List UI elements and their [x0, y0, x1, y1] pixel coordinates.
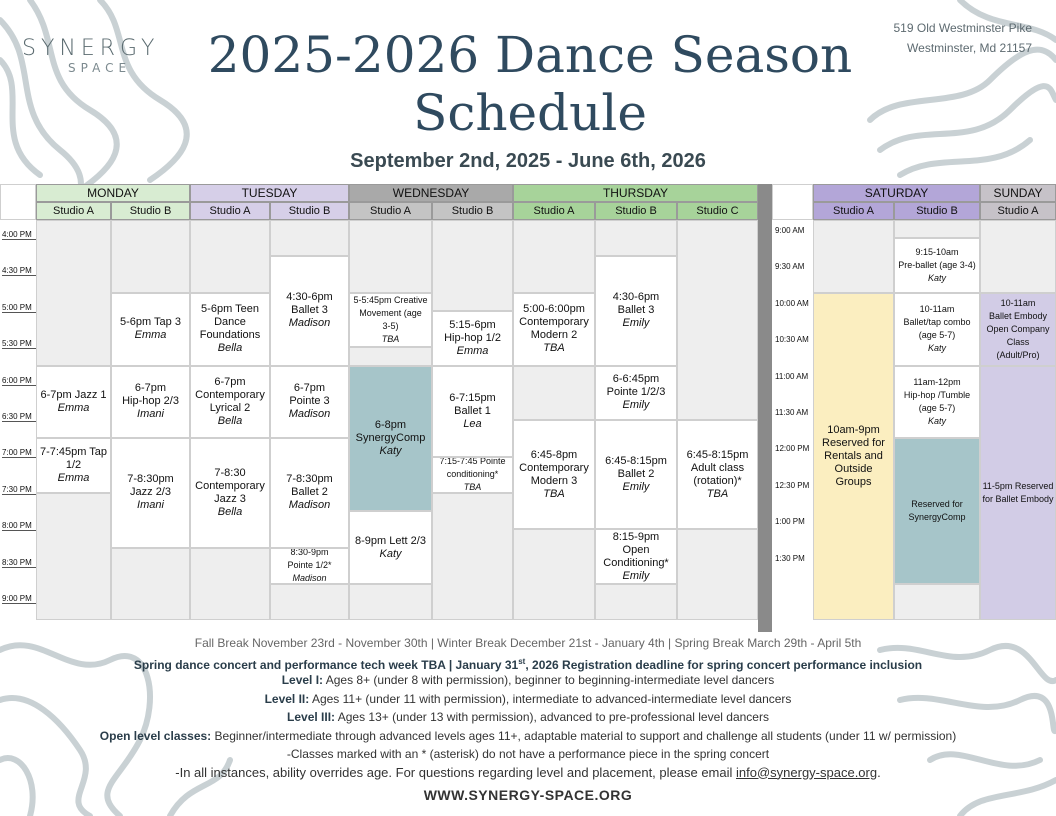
- class-text: Modern 3: [530, 474, 578, 487]
- class-text: Class: [1006, 336, 1030, 347]
- website[interactable]: WWW.SYNERGY-SPACE.ORG: [423, 787, 633, 803]
- concert-sup: st: [518, 656, 526, 666]
- class-text: SynergyComp: [355, 431, 426, 444]
- concert-text: Spring dance concert and performance tech week TBA | January 31: [133, 657, 519, 672]
- class-text: 8-9pm Lett 2/3: [355, 534, 426, 547]
- class-block: [190, 438, 270, 547]
- time-label: 9:30 AM: [775, 262, 805, 272]
- class-text: 11am-12pm: [913, 376, 961, 387]
- studio-header-ma: [36, 202, 111, 220]
- studio-header-wb: [432, 202, 513, 220]
- class-text: Ballet 3: [291, 304, 328, 317]
- instructor-name: Madison: [288, 317, 331, 330]
- contact-line: [0, 764, 1056, 783]
- instructor-name: Emily: [622, 481, 650, 494]
- level2-line: [0, 690, 1056, 709]
- class-text: (Adult/Pro): [996, 349, 1040, 360]
- class-text: 10-11am: [1000, 297, 1036, 308]
- class-text: Studio B: [129, 204, 172, 217]
- class-text: (age 5-7): [918, 402, 956, 413]
- asterisk-note: -Classes marked with an * (asterisk) do not have a performance piece in the spring concert: [286, 747, 770, 761]
- class-text: 5:00-6:00pm: [523, 303, 585, 316]
- level2-label: Level II:: [264, 691, 310, 706]
- class-block: [894, 366, 980, 439]
- class-text: 5:15-6pm: [449, 318, 496, 331]
- class-text: 7:15-7:45 Pointe: [439, 456, 506, 467]
- studio-header-hc: [677, 202, 758, 220]
- class-block: [270, 366, 349, 439]
- time-label: 8:00 PM: [2, 521, 36, 531]
- class-text: (age 5-7): [918, 330, 956, 341]
- studio-header-mb: [111, 202, 190, 220]
- class-text: Ballet 2: [617, 468, 655, 481]
- instructor-name: Imani: [137, 408, 164, 421]
- title-line2: Schedule: [413, 84, 647, 142]
- class-block: [270, 548, 349, 584]
- class-text: Ballet 1: [454, 404, 491, 417]
- class-text: Pointe 3: [289, 395, 330, 408]
- class-block: [432, 457, 513, 493]
- class-text: Studio A: [370, 204, 411, 217]
- time-label: 10:00 AM: [775, 298, 809, 308]
- instructor-name: Madison: [288, 499, 331, 512]
- class-text: Contemporary: [195, 388, 265, 401]
- class-text: Foundations: [199, 329, 261, 342]
- open-level-text: Beginner/intermediate through advanced levels ages 11+, adaptable material to support and challenge all students (under 11 w/ permission): [211, 728, 957, 743]
- class-block: [813, 293, 894, 621]
- empty-slot: [980, 220, 1056, 293]
- address-line2: Westminster, Md 21157: [907, 41, 1032, 55]
- logo-text-top: SYNERGY: [22, 36, 160, 61]
- empty-slot: [894, 220, 980, 238]
- class-text: Pointe 1/2*: [287, 560, 332, 571]
- class-text: Studio A: [533, 204, 575, 217]
- level2-text: Ages 11+ (under 11 with permission), intermediate to advanced-intermediate level dancers: [309, 691, 792, 706]
- level1-line: [0, 671, 1056, 690]
- class-text: 7-8:30pm: [286, 473, 333, 486]
- time-label: 4:30 PM: [2, 266, 36, 276]
- class-text: Hip-hop 1/2: [444, 331, 501, 344]
- day-tuesday: [190, 184, 349, 202]
- time-label: 4:00 PM: [2, 230, 36, 240]
- instructor-name: Emma: [57, 401, 90, 414]
- level1-text: Ages 8+ (under 8 with permission), beginner to beginning-intermediate level dancers: [323, 673, 775, 687]
- time-label: 6:00 PM: [2, 376, 36, 386]
- class-text: (rotation)*: [693, 474, 742, 487]
- class-block: [595, 529, 677, 584]
- class-text: Ballet 3: [617, 304, 655, 317]
- empty-slot: [677, 220, 758, 420]
- class-text: Ballet 2: [291, 486, 328, 499]
- class-block: [111, 366, 190, 439]
- class-text: 5-6pm Teen: [201, 303, 259, 316]
- class-text: Open Company: [986, 323, 1050, 334]
- open-level-line: [0, 727, 1056, 746]
- time-label: 11:30 AM: [775, 408, 809, 417]
- footer: [0, 634, 1056, 805]
- address-line1: 519 Old Westminster Pike: [893, 21, 1032, 35]
- empty-slot: [677, 529, 758, 620]
- class-block: [349, 366, 432, 512]
- studio-header-sb: [894, 202, 980, 220]
- time-label: 7:00 PM: [2, 448, 36, 458]
- class-text: SATURDAY: [864, 185, 929, 200]
- time-label: 6:30 PM: [2, 412, 36, 422]
- class-text: 6:45-8pm: [530, 448, 578, 461]
- class-text: Jazz 2/3: [130, 486, 171, 499]
- contact-text: -In all instances, ability overrides age. For questions regarding level and placement, please email: [175, 764, 736, 780]
- concert-text-end: , 2026 Registration deadline for spring concert performance inclusion: [525, 657, 923, 672]
- class-text: Studio B: [288, 204, 331, 217]
- time-label: 12:30 PM: [775, 480, 810, 490]
- time-label: 9:00 PM: [2, 594, 36, 604]
- schedule-grid: [0, 184, 1056, 632]
- class-text: Outside: [834, 463, 873, 476]
- instructor-name: Emily: [622, 399, 650, 412]
- class-text: 8:15-9pm: [612, 530, 660, 543]
- empty-slot: [432, 493, 513, 620]
- class-block: [36, 438, 111, 493]
- class-block: [270, 256, 349, 365]
- empty-slot: [190, 548, 270, 621]
- empty-slot: [513, 529, 595, 620]
- class-block: [432, 366, 513, 457]
- class-text: 10am-9pm: [827, 424, 880, 437]
- empty-slot: [349, 584, 432, 620]
- level3-line: [0, 708, 1056, 727]
- class-text: 6-7pm: [214, 375, 246, 388]
- instructor-name: Emma: [57, 472, 90, 485]
- class-text: Hip-hop 2/3: [122, 395, 179, 408]
- empty-slot: [270, 220, 349, 256]
- class-text: Ballet/tap combo: [903, 317, 971, 328]
- class-text: 11-5pm Reserved: [982, 480, 1054, 491]
- studio-header-tb: [270, 202, 349, 220]
- class-text: Lyrical 2: [209, 401, 251, 414]
- logo-text-bottom: SPACE: [68, 61, 132, 75]
- empty-slot: [190, 220, 270, 293]
- empty-slot: [111, 220, 190, 293]
- class-text: Hip-hop /Tumble: [903, 389, 971, 400]
- class-text: Open: [622, 543, 650, 556]
- class-text: 4:30-6pm: [286, 291, 333, 304]
- class-block: [595, 420, 677, 529]
- studio-header-ta: [190, 202, 270, 220]
- class-block: [190, 366, 270, 439]
- class-text: SynergyComp: [908, 512, 966, 523]
- level1-label: Level I:: [281, 673, 324, 687]
- season-dates: September 2nd, 2025 - June 6th, 2026: [350, 150, 706, 172]
- time-label: 11:00 AM: [775, 371, 809, 381]
- concert-line: [0, 653, 1056, 672]
- class-block: [432, 311, 513, 366]
- class-text: 4:30-6pm: [612, 291, 660, 304]
- class-text: 6-7pm: [293, 382, 326, 395]
- class-block: [595, 256, 677, 365]
- instructor-name: TBA: [543, 342, 565, 355]
- class-text: 5-5:45pm Creative: [353, 295, 428, 306]
- class-text: Reserved for: [822, 437, 885, 450]
- empty-slot: [595, 584, 677, 620]
- class-block: [111, 293, 190, 366]
- instructor-name: TBA: [463, 482, 482, 493]
- class-text: Conditioning*: [603, 556, 669, 569]
- empty-slot: [513, 220, 595, 293]
- instructor-name: Katy: [927, 272, 946, 283]
- studio-header-hb: [595, 202, 677, 220]
- time-label: 9:00 AM: [775, 226, 805, 235]
- instructor-name: TBA: [706, 487, 729, 500]
- class-text: 5-6pm Tap 3: [120, 316, 181, 329]
- day-wednesday: [349, 184, 513, 202]
- studio-header-sa: [813, 202, 894, 220]
- class-text: Studio B: [451, 204, 494, 217]
- time-label: 10:30 AM: [775, 335, 809, 345]
- class-text: TUESDAY: [241, 185, 298, 200]
- class-text: Studio A: [209, 204, 251, 217]
- class-block: [513, 293, 595, 366]
- class-block: [980, 293, 1056, 366]
- header-blank-left: [0, 184, 36, 220]
- empty-slot: [813, 220, 894, 293]
- title-line1: 2025-2026 Dance Season: [207, 26, 853, 84]
- class-text: 1/2: [65, 459, 82, 472]
- empty-slot: [36, 220, 111, 366]
- class-block: [677, 420, 758, 529]
- empty-slot: [432, 220, 513, 311]
- time-label: 1:00 PM: [775, 517, 805, 527]
- empty-slot: [513, 366, 595, 421]
- class-text: WEDNESDAY: [392, 185, 470, 200]
- class-text: Studio C: [696, 204, 739, 217]
- class-text: Ballet Embody: [988, 310, 1048, 321]
- open-level-label: Open level classes:: [99, 728, 212, 743]
- class-text: Pointe 1/2/3: [606, 386, 666, 399]
- instructor-name: Katy: [927, 343, 946, 354]
- class-text: Movement (age: [359, 308, 422, 319]
- empty-slot: [270, 584, 349, 620]
- class-text: Contemporary: [519, 461, 589, 474]
- instructor-name: Bella: [217, 414, 243, 427]
- instructor-name: Emily: [622, 569, 650, 582]
- class-block: [513, 420, 595, 529]
- class-text: Studio B: [615, 204, 657, 217]
- class-text: THURSDAY: [602, 185, 669, 200]
- header-blank-right: [772, 184, 813, 220]
- class-text: 9:15-10am: [915, 246, 959, 257]
- time-label: 12:00 PM: [775, 444, 810, 454]
- class-text: 7-8:30: [214, 466, 246, 479]
- day-thursday: [513, 184, 758, 202]
- studio-header-ha: [513, 202, 595, 220]
- class-block: [894, 438, 980, 584]
- instructor-name: TBA: [543, 487, 565, 500]
- email-link[interactable]: info@synergy-space.org: [736, 764, 878, 780]
- class-block: [36, 366, 111, 439]
- address: [894, 18, 1033, 58]
- class-text: 6-7pm Jazz 1: [40, 388, 107, 401]
- class-text: Groups: [835, 476, 872, 489]
- instructor-name: Katy: [379, 547, 402, 560]
- empty-slot: [111, 548, 190, 621]
- class-text: 6-6:45pm: [612, 373, 660, 386]
- class-block: [595, 366, 677, 421]
- class-text: SUNDAY: [993, 185, 1043, 200]
- class-text: Studio A: [53, 204, 94, 217]
- class-text: Studio A: [997, 204, 1039, 217]
- instructor-name: Madison: [288, 408, 331, 421]
- page-title: [180, 26, 880, 142]
- class-text: Pre-ballet (age 3-4): [898, 259, 976, 270]
- class-text: 6-7:15pm: [449, 391, 496, 404]
- time-label: 5:30 PM: [2, 339, 36, 349]
- class-block: [894, 238, 980, 293]
- class-text: Reserved for: [911, 499, 963, 510]
- day-saturday: [813, 184, 980, 202]
- logo: [22, 36, 182, 75]
- instructor-name: Katy: [927, 415, 946, 426]
- empty-slot: [349, 347, 432, 365]
- class-text: Studio B: [916, 204, 958, 217]
- studio-header-wa: [349, 202, 432, 220]
- empty-slot: [894, 584, 980, 620]
- class-text: Jazz 3: [214, 492, 246, 505]
- time-label: 1:30 PM: [775, 553, 805, 563]
- empty-slot: [595, 220, 677, 256]
- instructor-name: TBA: [381, 334, 400, 345]
- time-label: 5:00 PM: [2, 303, 36, 313]
- class-text: 3-5): [382, 321, 399, 332]
- class-block: [349, 511, 432, 584]
- class-text: Contemporary: [195, 479, 265, 492]
- class-text: Adult class: [690, 461, 745, 474]
- class-text: for Ballet Embody: [982, 493, 1054, 504]
- class-text: MONDAY: [87, 185, 139, 200]
- instructor-name: Bella: [217, 505, 243, 518]
- instructor-name: Madison: [292, 573, 327, 584]
- level3-text: Ages 13+ (under 13 with permission), advanced to pre-professional level dancers: [335, 710, 769, 724]
- day-sunday: [980, 184, 1056, 202]
- class-text: Studio A: [833, 204, 874, 217]
- class-block: [111, 438, 190, 547]
- class-text: 10-11am: [919, 304, 955, 315]
- class-text: 6:45-8:15pm: [605, 455, 667, 468]
- class-text: 8:30-9pm: [290, 547, 329, 558]
- empty-slot: [349, 220, 432, 293]
- breaks-line: Fall Break November 23rd - November 30th | Winter Break December 21st - January 4th | Spring Break March 29th - April 5th: [194, 636, 862, 650]
- instructor-name: Lea: [463, 417, 482, 430]
- instructor-name: Emma: [456, 344, 489, 357]
- class-text: 6:45-8:15pm: [686, 448, 749, 461]
- class-block: [270, 438, 349, 547]
- class-text: Dance: [214, 316, 246, 329]
- class-block: [980, 366, 1056, 621]
- class-block: [190, 293, 270, 366]
- class-text: conditioning*: [446, 469, 499, 480]
- weekday-weekend-separator: [758, 184, 772, 632]
- day-monday: [36, 184, 190, 202]
- class-text: 6-8pm: [374, 418, 407, 431]
- time-label: 8:30 PM: [2, 558, 36, 568]
- time-label: 7:30 PM: [2, 485, 36, 495]
- instructor-name: Emily: [622, 317, 650, 330]
- contact-end: .: [877, 764, 881, 780]
- studio-header-ua: [980, 202, 1056, 220]
- class-text: 7-8:30pm: [127, 473, 174, 486]
- class-text: Modern 2: [530, 329, 578, 342]
- class-block: [894, 293, 980, 366]
- instructor-name: Bella: [217, 342, 243, 355]
- class-text: 6-7pm: [134, 382, 167, 395]
- empty-slot: [36, 493, 111, 620]
- class-text: Rentals and: [824, 450, 883, 463]
- instructor-name: Emma: [134, 329, 167, 342]
- instructor-name: Katy: [379, 444, 402, 457]
- instructor-name: Imani: [137, 499, 164, 512]
- class-block: [349, 293, 432, 348]
- class-text: Contemporary: [519, 316, 589, 329]
- class-text: 7-7:45pm Tap: [39, 446, 108, 459]
- level3-label: Level III:: [287, 710, 336, 724]
